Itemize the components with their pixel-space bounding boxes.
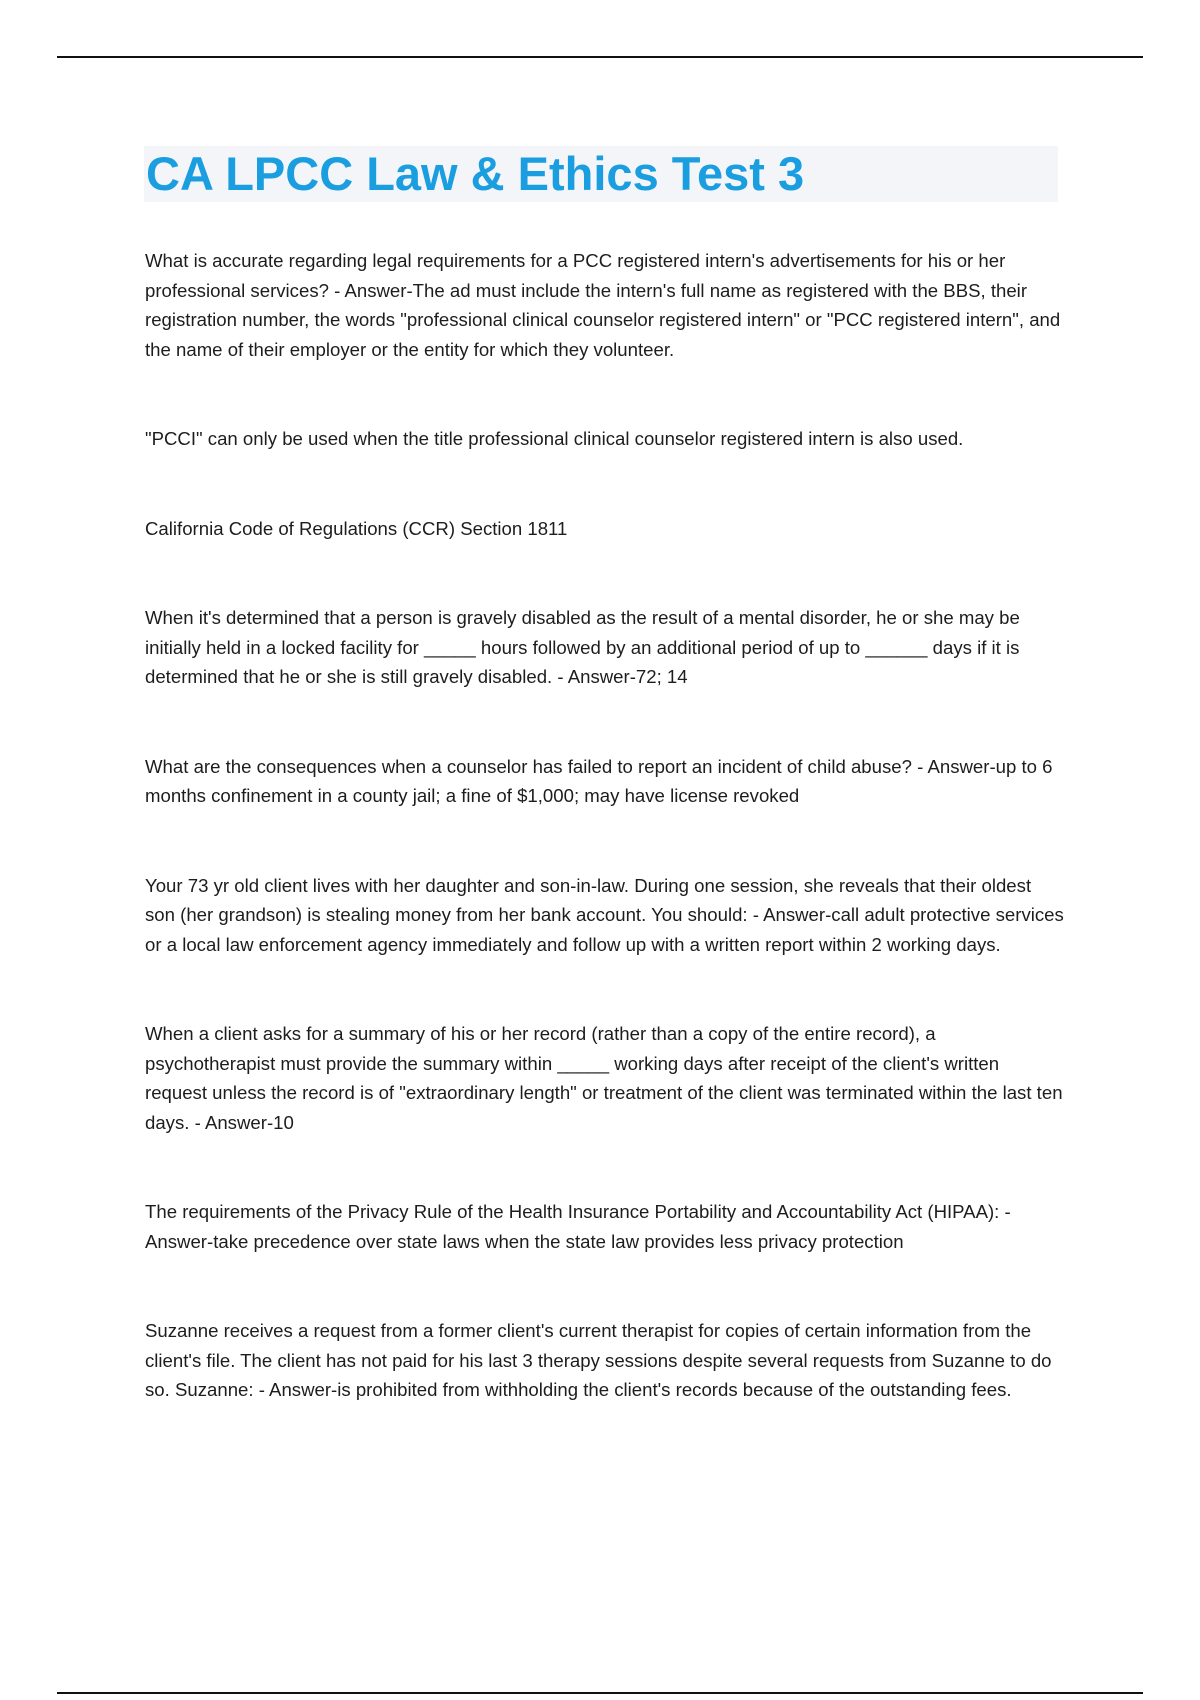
qa-paragraph-6: Your 73 yr old client lives with her daughter and son-in-law. During one session, she reveals that their oldest son (her grandson) is stealing money from her bank account. You should: - Answer-call adult protective services or a local law enforcement agency immediately and follow up with a written report within 2 working days. (145, 874, 1064, 955)
qa-paragraph-3: California Code of Regulations (CCR) Section 1811 (145, 517, 568, 539)
bottom-divider (57, 1692, 1143, 1694)
qa-paragraph-8: The requirements of the Privacy Rule of the Health Insurance Portability and Accountability Act (HIPAA): - Answer-take precedence over state laws when the state law provides less privacy protection (145, 1201, 1011, 1252)
qa-paragraph-5: What are the consequences when a counselor has failed to report an incident of child abuse? - Answer-up to 6 months confinement in a county jail; a fine of $1,000; may have license revoked (145, 755, 1053, 806)
qa-paragraph-2: "PCCI" can only be used when the title professional clinical counselor registered intern is also used. (145, 428, 964, 449)
qa-paragraph-7: When a client asks for a summary of his or her record (rather than a copy of the entire record), a psychotherapist must provide the summary within _____ working days after receipt of the client's written request unless the record is of "extraordinary length" or treatment of the client was terminated within the last ten days. - Answer-10 (145, 1023, 1063, 1133)
qa-paragraph-4: When it's determined that a person is gravely disabled as the result of a mental disorder, he or she may be initially held in a locked facility for _____ hours followed by an additional period of up to ______ days if it is determined that he or she is still gravely disabled. - Answer-72; 14 (145, 607, 1020, 687)
document-body (145, 246, 1065, 1465)
qa-paragraph-9: Suzanne receives a request from a former client's current therapist for copies of certain information from the client's file. The client has not paid for his last 3 therapy sessions despite several requests from Suzanne to do so. Suzanne: - Answer-is prohibited from withholding the client's records because of the outstanding fees. (145, 1320, 1052, 1400)
page-title: CA LPCC Law & Ethics Test 3 (146, 147, 805, 200)
qa-paragraph-1: What is accurate regarding legal requirements for a PCC registered intern's advertisements for his or her professional services? - Answer-The ad must include the intern's full name as registered with the BBS, their registration number, the words "professional clinical counselor registered intern" or "PCC registered intern", and the name of their employer or the entity for which they volunteer. (145, 250, 1061, 360)
top-divider (57, 56, 1143, 58)
